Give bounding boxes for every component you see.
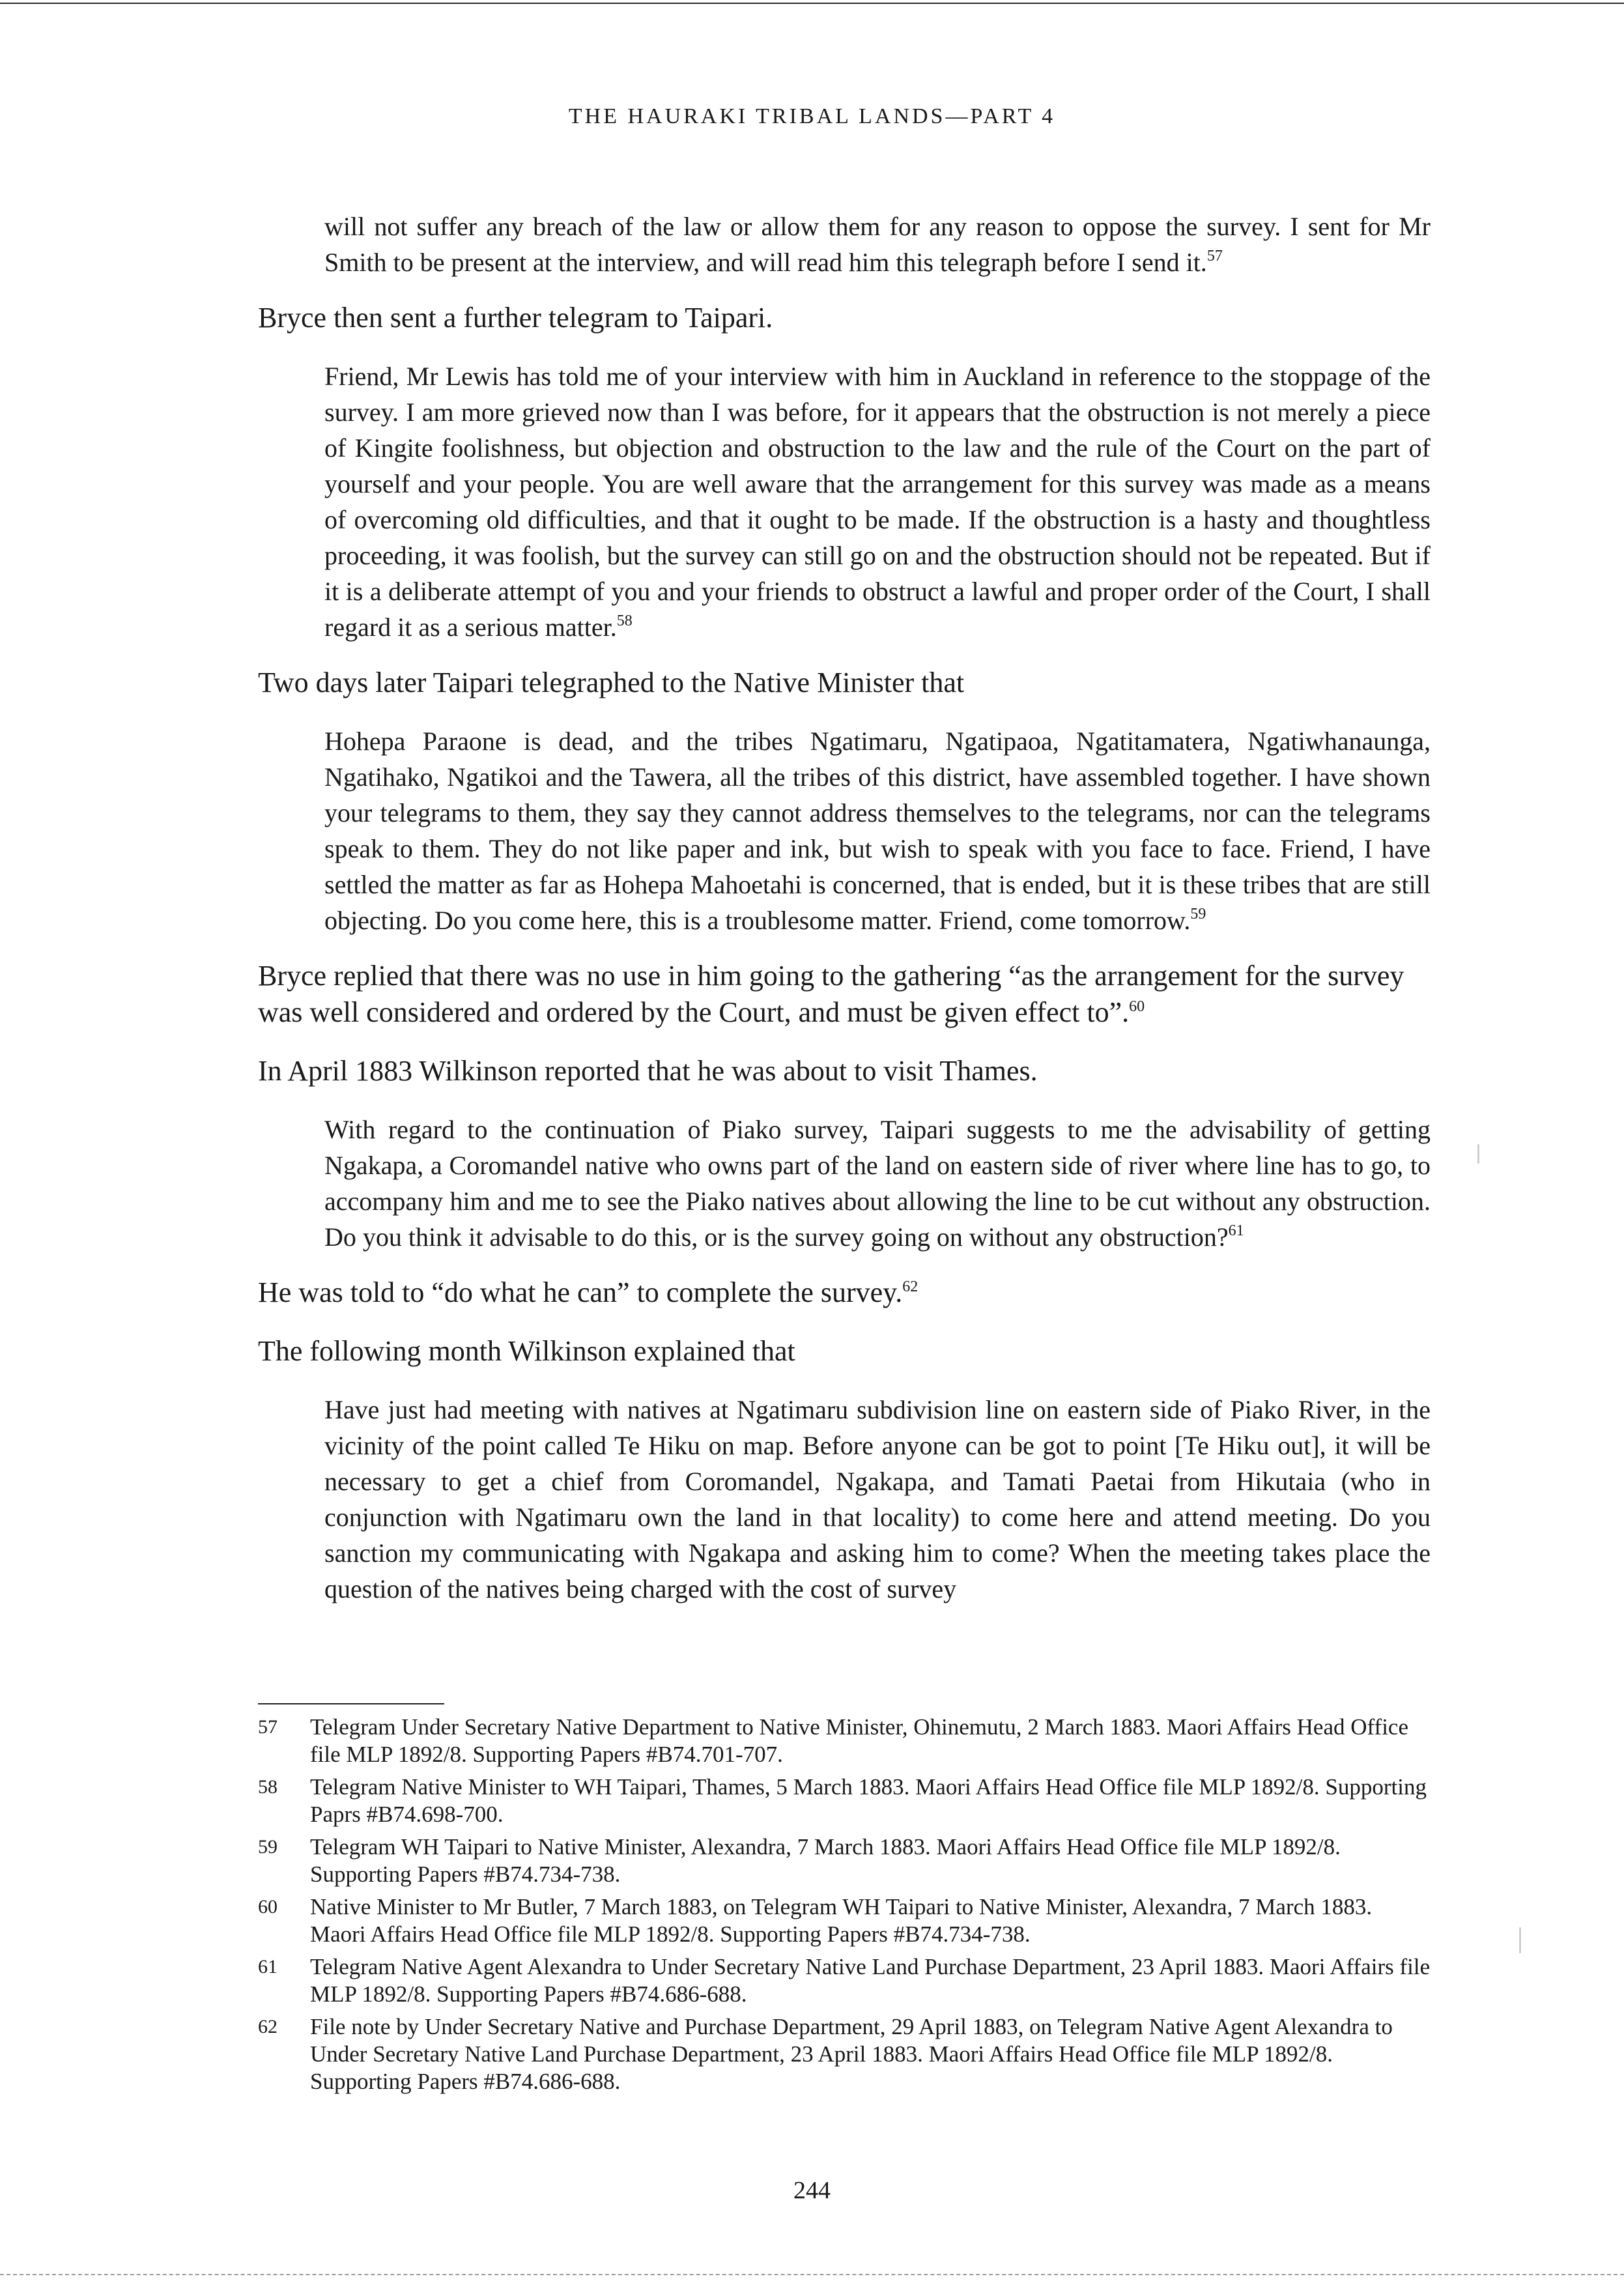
block-quote: Hohepa Paraone is dead, and the tribes Ngatimaru, Ngatipaoa, Ngatitamatera, Ngatiwhanaunga, Ngatihako, Ngatikoi and the Tawera, all the tribes of this district, have assembled together. I have shown your telegrams to them, they say they cannot address themselves to the telegrams, nor can the telegrams speak to them. They do not like paper and ink, but wish to speak with you face to face. Friend, I have settled the matter as far as Hohepa Mahoetahi is concerned, that is ended, but it is these tribes that are still objecting. Do you come here, this is a troublesome matter. Friend, come tomorrow.$^{59}$	[324, 726, 1431, 935]
body-paragraph: The following month Wilkinson explained that	[258, 1335, 795, 1367]
footnote-ref[interactable]: 60	[1129, 998, 1145, 1015]
footnote	[258, 1774, 1431, 1828]
page-number: 244	[793, 2177, 831, 2204]
footnote-number: 62	[258, 2016, 278, 2037]
footnote-number: 58	[258, 1776, 278, 1798]
footnote	[258, 2013, 1431, 2095]
body-paragraph: In April 1883 Wilkinson reported that he was about to visit Thames.	[258, 1055, 1038, 1087]
body-text	[258, 208, 1431, 1626]
body-paragraph: Bryce then sent a further telegram to Taipari.	[258, 302, 773, 334]
footnote-ref[interactable]: 59	[1190, 906, 1206, 923]
footnote-ref[interactable]: 62	[902, 1278, 919, 1295]
block-quote: With regard to the continuation of Piako survey, Taipari suggests to me the advisability of getting Ngakapa, a Coromandel native who owns part of the land on eastern side of river where line has to go, to accompany him and me to see the Piako natives about allowing the line to be cut without any obstruction. Do you think it advisable to do this, or is the survey going on without any obstruction?$^{61}$	[324, 1115, 1431, 1252]
footnotes	[258, 1714, 1431, 2101]
footnote-text: Telegram Native Agent Alexandra to Under Secretary Native Land Purchase Department, 23 April 1883. Maori Affairs file MLP 1892/8. Supporting Papers #B74.686-688.	[310, 1954, 1431, 2007]
footnote-ref[interactable]: 61	[1228, 1222, 1244, 1239]
footnote-number: 61	[258, 1956, 278, 1977]
footnote-ref[interactable]: 57	[1206, 248, 1223, 265]
footnote	[258, 1953, 1431, 2008]
running-head: THE HAURAKI TRIBAL LANDS—PART 4	[568, 104, 1056, 128]
footnote-text: Telegram Native Minister to WH Taipari, Thames, 5 March 1883. Maori Affairs Head Office file MLP 1892/8. Supporting Paprs #B74.698-700.	[310, 1774, 1427, 1827]
footnote	[258, 1714, 1431, 1768]
top-edge-rule	[0, 3, 1624, 4]
block-quote: will not suffer any breach of the law or allow them for any reason to oppose the survey. I sent for Mr Smith to be present at the interview, and will read him this telegraph before I send it.$^{57}$	[324, 212, 1431, 277]
footnote-text: Telegram Under Secretary Native Department to Native Minister, Ohinemutu, 2 March 1883. Maori Affairs Head Office file MLP 1892/8. Supporting Papers #B74.701-707.	[310, 1714, 1408, 1767]
footnote-text: File note by Under Secretary Native and Purchase Department, 29 April 1883, on Telegram Native Agent Alexandra to Under Secretary Native Land Purchase Department, 23 April 1883. Maori Affairs Head Office file MLP 1892/8. Supporting Papers #B74.686-688.	[310, 2014, 1393, 2094]
footnote-text: Native Minister to Mr Butler, 7 March 1883, on Telegram WH Taipari to Native Minister, Alexandra, 7 March 1883. Maori Affairs Head Office file MLP 1892/8. Supporting Papers #B74.734-738.	[310, 1894, 1373, 1947]
footnote-separator	[258, 1703, 444, 1704]
footnote	[258, 1893, 1431, 1948]
footnote-ref[interactable]: 58	[616, 612, 633, 629]
body-paragraph: He was told to “do what he can” to complete the survey.$^{62}$	[258, 1276, 919, 1308]
scan-speck	[1519, 1927, 1521, 1953]
block-quote: Friend, Mr Lewis has told me of your interview with him in Auckland in reference to the stoppage of the survey. I am more grieved now than I was before, for it appears that the obstruction is not merely a piece of Kingite foolishness, but objection and obstruction to the law and the rule of the Court on the part of yourself and your people. You are well aware that the arrangement for this survey was made as a means of overcoming old difficulties, and that it ought to be made. If the obstruction is a hasty and thoughtless proceeding, it was foolish, but the survey can still go on and the obstruction should not be repeated. But if it is a deliberate attempt of you and your friends to obstruct a lawful and proper order of the Court, I shall regard it as a serious matter.$^{58}$	[324, 362, 1431, 642]
body-paragraph: Two days later Taipari telegraphed to the Native Minister that	[258, 667, 965, 698]
bottom-edge-rule	[0, 2274, 1624, 2275]
footnote	[258, 1833, 1431, 1888]
body-paragraph: Bryce replied that there was no use in him going to the gathering “as the arrangement for the survey was well considered and ordered by the Court, and must be given effect to”.$^{60}$	[258, 960, 1404, 1028]
footnote-number: 60	[258, 1896, 278, 1918]
footnote-number: 59	[258, 1836, 278, 1858]
scan-speck	[1477, 1144, 1479, 1164]
block-quote: Have just had meeting with natives at Ngatimaru subdivision line on eastern side of Piako River, in the vicinity of the point called Te Hiku on map. Before anyone can be got to point [Te Hiku out], it will be necessary to get a chief from Coromandel, Ngakapa, and Tamati Paetai from Hikutaia (who in conjunction with Ngatimaru own the land in that locality) to come here and attend meeting. Do you sanction my communicating with Ngakapa and asking him to come? When the meeting takes place the question of the natives being charged with the cost of survey	[324, 1395, 1431, 1603]
footnote-text: Telegram WH Taipari to Native Minister, Alexandra, 7 March 1883. Maori Affairs Head Office file MLP 1892/8. Supporting Papers #B74.734-738.	[310, 1834, 1341, 1887]
footnote-number: 57	[258, 1716, 278, 1738]
